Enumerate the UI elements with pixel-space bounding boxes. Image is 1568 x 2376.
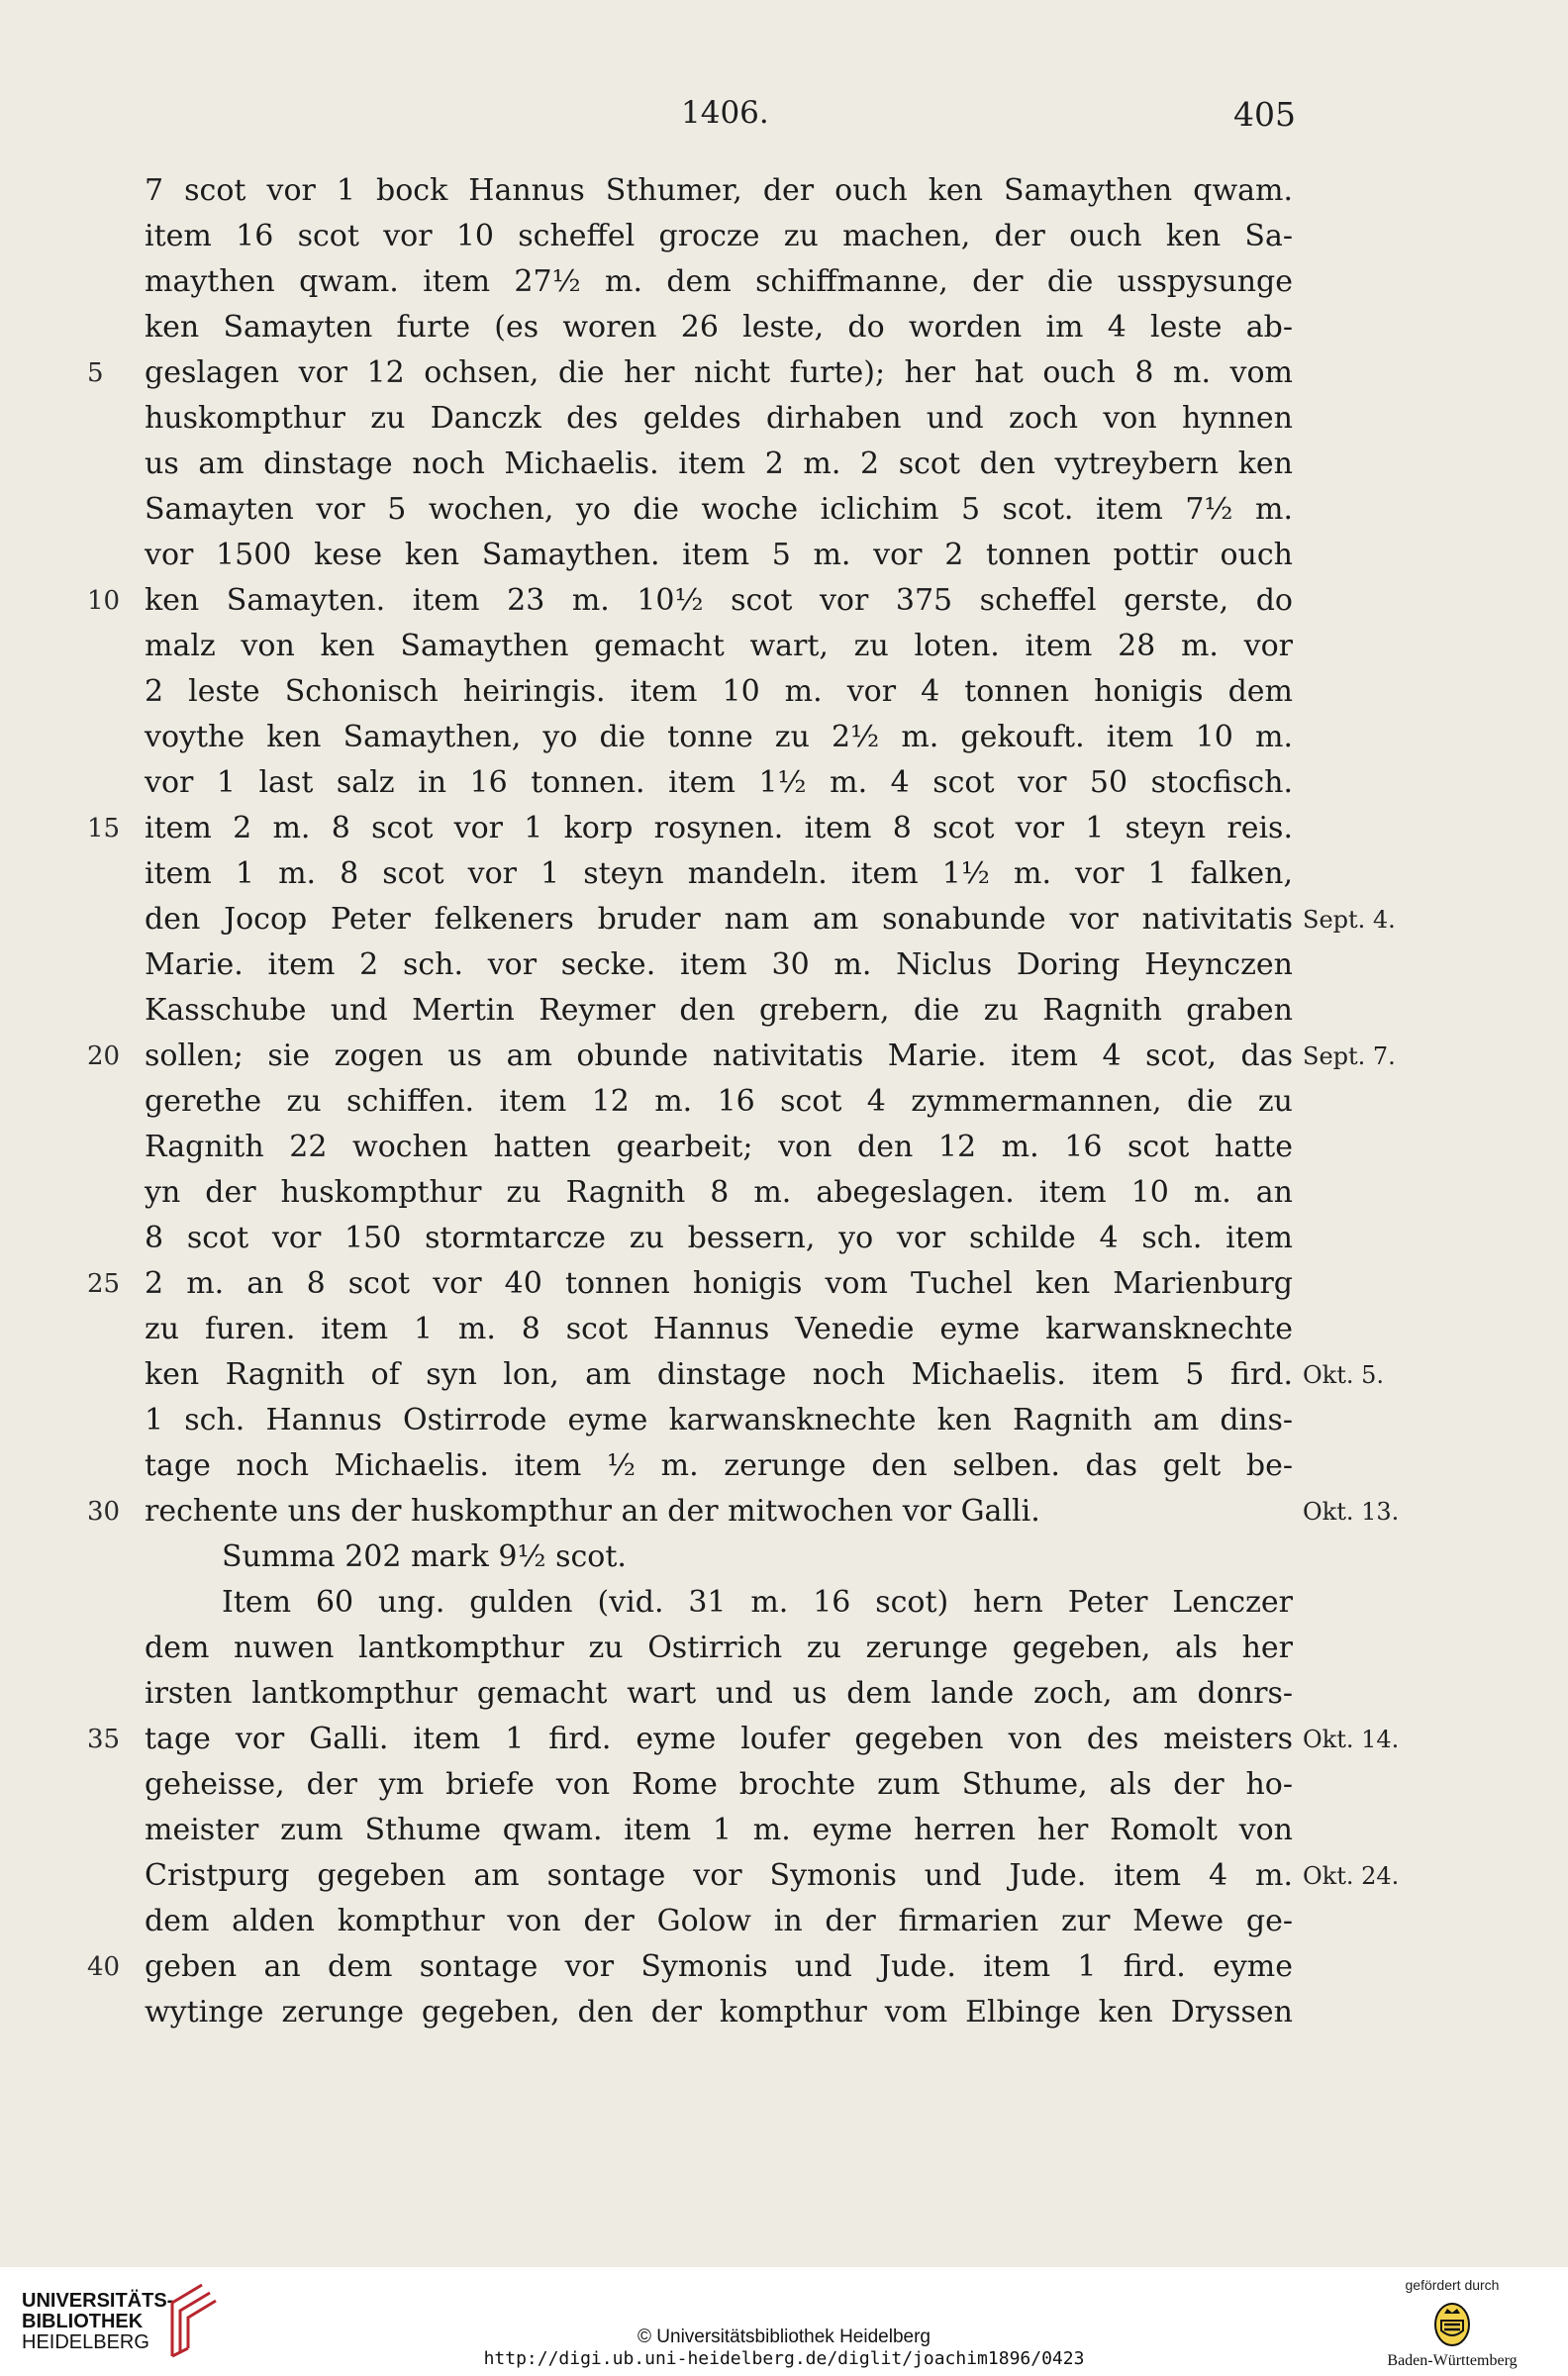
line-number: 40 [87, 1952, 121, 1982]
text-line-content: wytinge zerunge gegeben, den der kompthur vom Elbinge ken Dryssen [145, 1995, 1293, 2030]
margin-date-note: Okt. 5. [1303, 1361, 1385, 1389]
text-line-content: ken Samayten furte (es woren 26 leste, do worden im 4 leste ab- [145, 310, 1293, 345]
text-line [145, 1307, 1293, 1352]
text-line [145, 442, 1293, 487]
text-line-content: geben an dem sontage vor Symonis und Jude. item 1 fird. eyme [145, 1949, 1293, 1984]
copyright-notice: © Universitätsbibliothek Heidelberg [637, 2326, 931, 2347]
text-line [145, 1899, 1293, 1944]
text-line-content: irsten lantkompthur gemacht wart und us dem lande zoch, am donrs- [145, 1676, 1293, 1711]
text-line [145, 624, 1293, 669]
line-number: 10 [87, 586, 121, 616]
text-line [145, 1990, 1293, 2035]
text-line-content: geheisse, der ym briefe von Rome brochte zum Sthume, als der ho- [145, 1767, 1293, 1802]
text-line [222, 1534, 1293, 1580]
text-line-content: 2 leste Schonisch heiringis. item 10 m. vor 4 tonnen honigis dem [145, 674, 1293, 709]
text-line-content: yn der huskompthur zu Ragnith 8 m. abegeslagen. item 10 m. an [145, 1175, 1293, 1210]
text-line-content: den Jocop Peter felkeners bruder nam am sonabunde vor nativitatis [145, 902, 1293, 937]
text-line [145, 1944, 1293, 1990]
text-line [145, 1489, 1293, 1534]
text-line-content: 2 m. an 8 scot vor 40 tonnen honigis vom Tuchel ken Marienburg [145, 1266, 1293, 1301]
text-line [145, 578, 1293, 624]
text-line-content: geslagen vor 12 ochsen, die her nicht furte); her hat ouch 8 m. vom [145, 355, 1293, 390]
text-line [145, 396, 1293, 442]
margin-date-note: Sept. 4. [1303, 906, 1396, 934]
text-line-content: Item 60 ung. gulden (vid. 31 m. 16 scot) hern Peter Lenczer [222, 1585, 1293, 1620]
text-line [145, 1352, 1293, 1398]
text-line-content: Marie. item 2 sch. vor secke. item 30 m. Niclus Doring Heynczen [145, 947, 1293, 982]
text-line-content: Samayten vor 5 wochen, yo die woche iclichim 5 scot. item 7½ m. [145, 492, 1293, 527]
text-line [145, 1170, 1293, 1216]
baden-wuerttemberg-coat-of-arms-icon [1432, 2301, 1472, 2348]
text-line [145, 1125, 1293, 1170]
text-line-content: gerethe zu schiffen. item 12 m. 16 scot 4 zymmermannen, die zu [145, 1084, 1293, 1119]
text-line [145, 715, 1293, 760]
permalink-url[interactable]: http://digi.ub.uni-heidelberg.de/diglit/joachim1896/0423 [483, 2348, 1085, 2369]
text-line [145, 1853, 1293, 1899]
text-line [145, 669, 1293, 715]
text-line [145, 1443, 1293, 1489]
text-line-content: item 16 scot vor 10 scheffel grocze zu machen, der ouch ken Sa- [145, 219, 1293, 253]
text-line-content: meister zum Sthume qwam. item 1 m. eyme herren her Romolt von [145, 1813, 1293, 1847]
text-line-content: tage vor Galli. item 1 fird. eyme loufer gegeben von des meisters [145, 1722, 1293, 1756]
text-line-content: dem nuwen lantkompthur zu Ostirrich zu zerunge gegeben, als her [145, 1631, 1293, 1665]
text-line-content: huskompthur zu Danczk des geldes dirhaben und zoch von hynnen [145, 401, 1293, 436]
text-line-content: item 2 m. 8 scot vor 1 korp rosynen. item 8 scot vor 1 steyn reis. [145, 811, 1293, 845]
margin-date-note: Okt. 14. [1303, 1726, 1400, 1753]
text-line [145, 1762, 1293, 1808]
text-line [145, 806, 1293, 851]
text-line [145, 350, 1293, 396]
text-line-content: Summa 202 mark 9½ scot. [222, 1539, 627, 1574]
text-line [145, 1079, 1293, 1125]
text-line [145, 1216, 1293, 1261]
text-line-content: zu furen. item 1 m. 8 scot Hannus Venedie eyme karwansknechte [145, 1312, 1293, 1346]
text-line [145, 305, 1293, 350]
text-line [145, 259, 1293, 305]
text-line-content: rechente uns der huskompthur an der mitwochen vor Galli. [145, 1494, 1040, 1529]
text-line-content: 8 scot vor 150 stormtarcze zu bessern, yo vor schilde 4 sch. item [145, 1221, 1293, 1255]
text-line-content: sollen; sie zogen us am obunde nativitatis Marie. item 4 scot, das [145, 1039, 1293, 1073]
line-number: 15 [87, 814, 121, 843]
text-line-content: item 1 m. 8 scot vor 1 steyn mandeln. item 1½ m. vor 1 falken, [145, 856, 1293, 891]
library-name-line: BIBLIOTHEK [22, 2311, 144, 2332]
text-line-content: us am dinstage noch Michaelis. item 2 m. 2 scot den vytreybern ken [145, 446, 1293, 481]
text-line-content: Ragnith 22 wochen hatten gearbeit; von den 12 m. 16 scot hatte [145, 1130, 1293, 1164]
text-line-content: vor 1500 kese ken Samaythen. item 5 m. vor 2 tonnen pottir ouch [145, 538, 1293, 572]
text-line-content: Kasschube und Mertin Reymer den grebern, die zu Ragnith graben [145, 993, 1293, 1028]
text-line-content: dem alden kompthur von der Golow in der firmarien zur Mewe ge- [145, 1904, 1293, 1938]
line-number: 30 [87, 1497, 121, 1527]
margin-date-note: Okt. 13. [1303, 1498, 1400, 1526]
text-line [145, 988, 1293, 1034]
digitization-footer [0, 2267, 1568, 2376]
text-line [145, 1717, 1293, 1762]
text-line [145, 851, 1293, 897]
text-line-content: tage noch Michaelis. item ½ m. zerunge den selben. das gelt be- [145, 1448, 1293, 1483]
funder-name: Baden-Württemberg [1387, 2352, 1518, 2369]
text-line [145, 1034, 1293, 1079]
funded-by-label: gefördert durch [1405, 2277, 1500, 2293]
page-number: 405 [1233, 95, 1296, 134]
text-line-content: malz von ken Samaythen gemacht wart, zu loten. item 28 m. vor [145, 629, 1293, 663]
text-line-content: maythen qwam. item 27½ m. dem schiffmanne, der die usspysunge [145, 264, 1293, 299]
text-line-content: ken Samayten. item 23 m. 10½ scot vor 375 scheffel gerste, do [145, 583, 1293, 618]
text-line [145, 168, 1293, 214]
margin-date-note: Okt. 24. [1303, 1862, 1400, 1890]
margin-date-note: Sept. 7. [1303, 1042, 1396, 1070]
text-line-content: voythe ken Samaythen, yo die tonne zu 2½ m. gekouft. item 10 m. [145, 720, 1293, 754]
text-line [145, 533, 1293, 578]
text-line-content: 7 scot vor 1 bock Hannus Sthumer, der ouch ken Samaythen qwam. [145, 173, 1293, 208]
text-line [145, 1398, 1293, 1443]
text-line [222, 1580, 1293, 1626]
text-line [145, 1261, 1293, 1307]
page-header-year: 1406. [681, 95, 769, 131]
text-line [145, 1671, 1293, 1717]
line-number: 35 [87, 1725, 121, 1754]
text-line-content: ken Ragnith of syn lon, am dinstage noch Michaelis. item 5 fird. [145, 1357, 1293, 1392]
text-line [145, 1626, 1293, 1671]
text-line-content: 1 sch. Hannus Ostirrode eyme karwansknechte ken Ragnith am dins- [145, 1403, 1293, 1437]
text-line [145, 1808, 1293, 1853]
text-line-content: Cristpurg gegeben am sontage vor Symonis und Jude. item 4 m. [145, 1858, 1293, 1893]
line-number: 5 [87, 358, 104, 388]
text-line [145, 760, 1293, 806]
text-line [145, 487, 1293, 533]
line-number: 25 [87, 1269, 121, 1299]
library-name-line: HEIDELBERG [22, 2331, 149, 2353]
library-name-line: UNIVERSITÄTS- [22, 2290, 174, 2312]
line-number: 20 [87, 1041, 121, 1071]
text-line-content: vor 1 last salz in 16 tonnen. item 1½ m. 4 scot vor 50 stocfisch. [145, 765, 1293, 800]
text-line [145, 214, 1293, 259]
text-line [145, 942, 1293, 988]
text-line [145, 897, 1293, 942]
